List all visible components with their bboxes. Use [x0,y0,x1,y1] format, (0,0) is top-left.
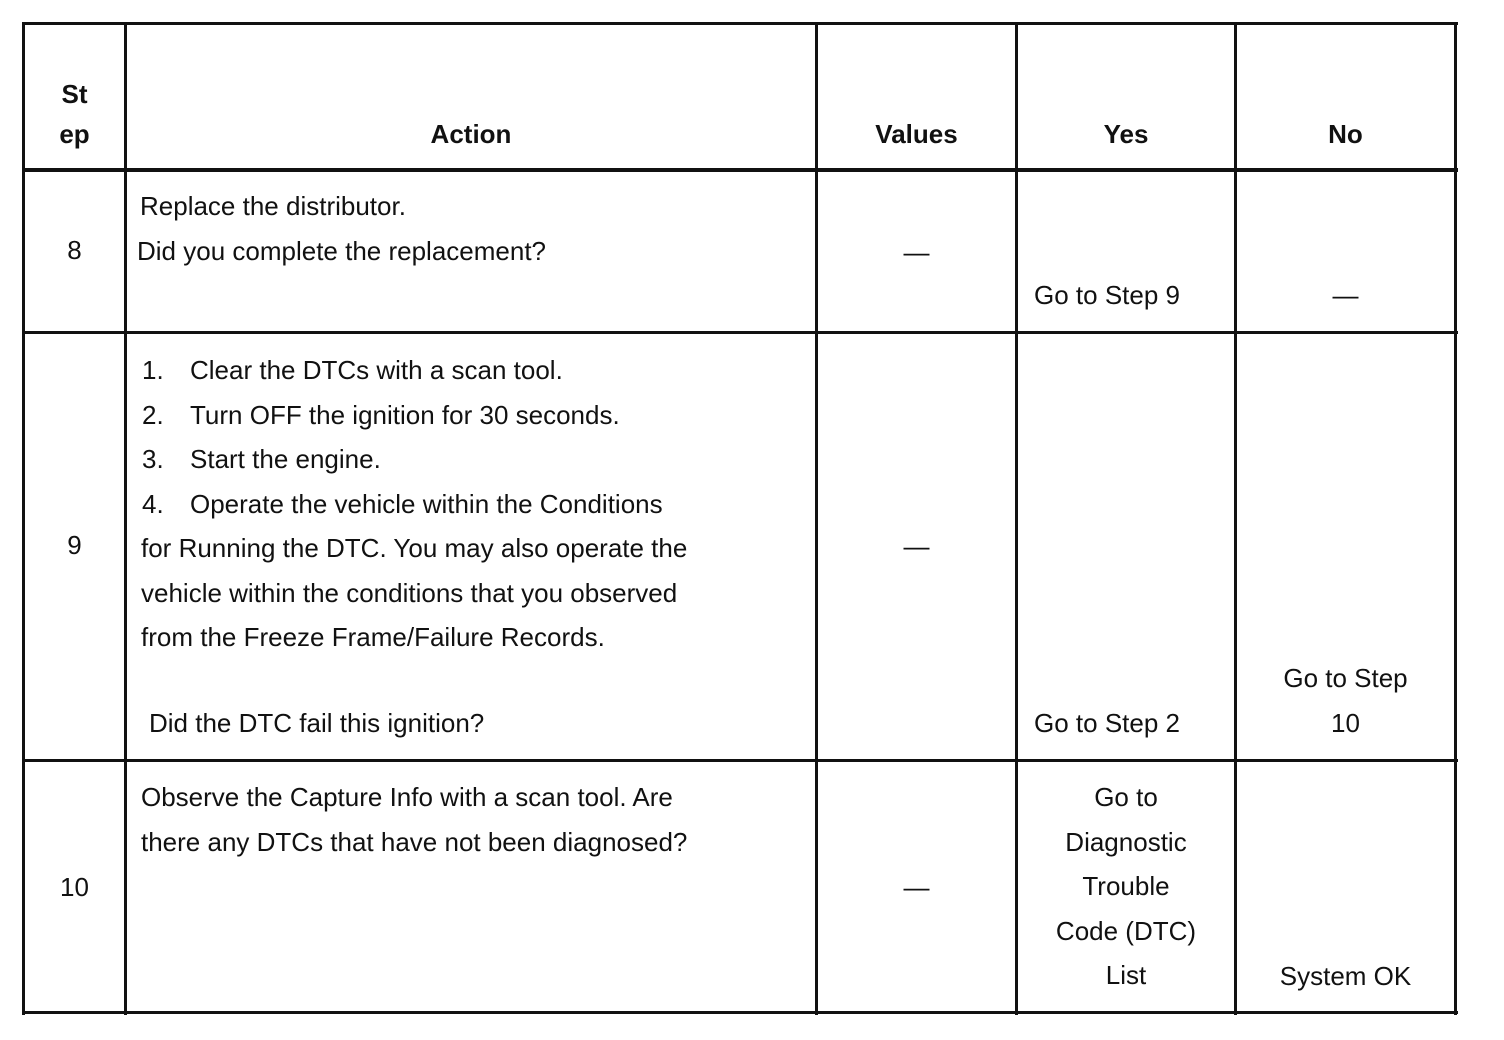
no-text: System OK [1279,961,1412,991]
values-text: — [903,237,930,267]
row-divider [22,759,1458,762]
row-divider [22,331,1458,334]
list-item: 4. Operate the vehicle within the Conditions [142,488,663,519]
header-step: St ep [59,79,90,149]
diagnostic-table [22,22,1456,1013]
list-item: 1. Clear the DTCs with a scan tool. [142,355,563,385]
step-number: 10 [60,872,89,902]
table-border-bottom [22,1011,1458,1014]
column-divider [1234,22,1237,1015]
step-number: 9 [67,530,82,560]
action-text: Observe the Capture Info with a scan tool. Are there any DTCs that have not been diagnosed? [141,782,688,857]
yes-link: Go to Step 9 [1034,280,1180,310]
yes-link: Go to Diagnostic Trouble Code (DTC) List [1055,782,1197,990]
column-divider [124,22,127,1015]
header-divider [22,168,1458,172]
header-yes: Yes [1103,119,1149,149]
header-action: Action [430,119,512,149]
header-values: Values [875,119,958,149]
list-item: 3. Start the engine. [142,444,381,474]
no-text: — [1332,280,1359,310]
action-numbered-list [142,348,663,526]
header-no: No [1328,119,1363,149]
yes-link: Go to Step 2 [1034,708,1180,738]
action-text: Replace the distributor. Did you complete the replacement? [137,191,547,266]
table-border-top [22,22,1458,25]
values-text: — [903,531,930,561]
action-question: Did the DTC fail this ignition? [149,708,485,738]
table-border-right [1454,22,1457,1015]
no-link: Go to Step 10 [1283,663,1408,738]
step-number: 8 [67,235,82,265]
action-continuation: for Running the DTC. You may also operate the vehicle within the conditions that you observed from the Freeze Frame/Failure Records. [141,533,688,652]
values-text: — [903,872,930,902]
list-item: 2. Turn OFF the ignition for 30 seconds. [142,399,620,430]
